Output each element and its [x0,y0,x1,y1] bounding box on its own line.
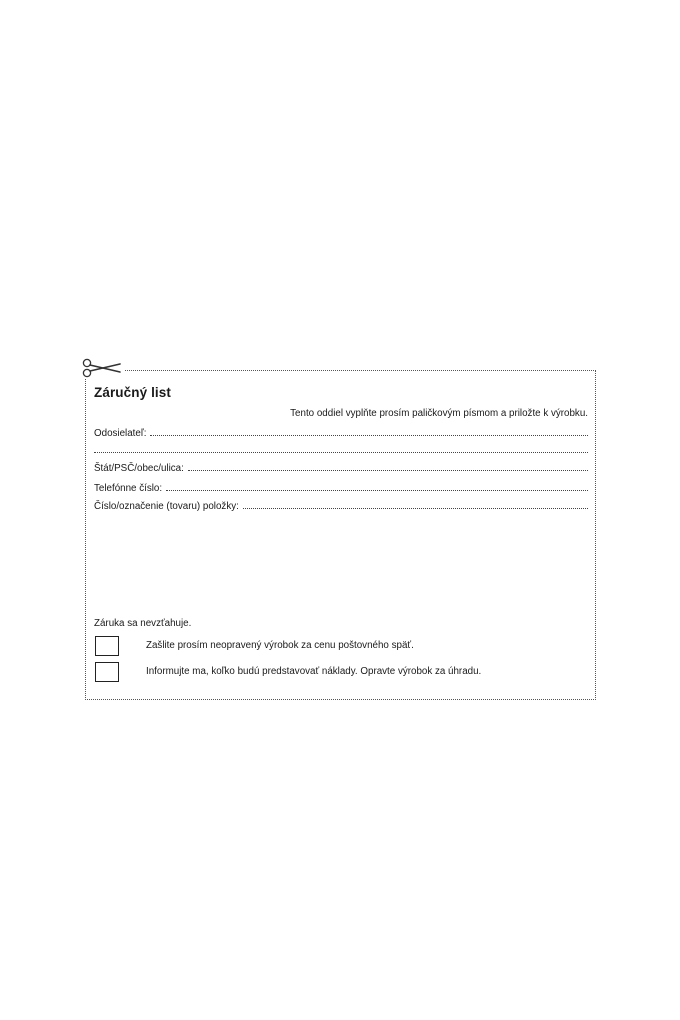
phone-label: Telefónne číslo: [94,483,163,494]
address-line[interactable] [188,469,588,471]
checkbox-return-unrepaired[interactable] [95,636,119,656]
warranty-note: Záruka sa nevzťahuje. [94,618,192,629]
sender-extra-line[interactable] [94,451,588,453]
form-instruction: Tento oddiel vyplňte prosím paličkovým písmom a priložte k výrobku. [290,408,588,419]
checkbox-inform-costs[interactable] [95,662,119,682]
form-title: Záručný list [94,385,171,400]
sender-label: Odosielateľ: [94,428,147,439]
item-number-label: Číslo/označenie (tovaru) položky: [94,501,239,512]
option-return-unrepaired[interactable] [95,636,589,658]
scissors-icon [80,357,124,379]
sender-line[interactable] [150,434,588,436]
phone-line[interactable] [166,489,588,491]
phone-field[interactable] [94,480,588,494]
sender-field[interactable] [94,425,588,439]
address-field[interactable] [94,460,588,474]
address-label: Štát/PSČ/obec/ulica: [94,463,184,474]
sender-extra-field[interactable] [94,442,588,456]
option-inform-costs[interactable] [95,662,589,684]
item-number-line[interactable] [243,507,588,509]
item-number-field[interactable] [94,498,588,512]
option-return-unrepaired-label: Zašlite prosím neopravený výrobok za cenu poštovného späť. [146,640,414,651]
option-inform-costs-label: Informujte ma, koľko budú predstavovať náklady. Opravte výrobok za úhradu. [146,666,482,677]
